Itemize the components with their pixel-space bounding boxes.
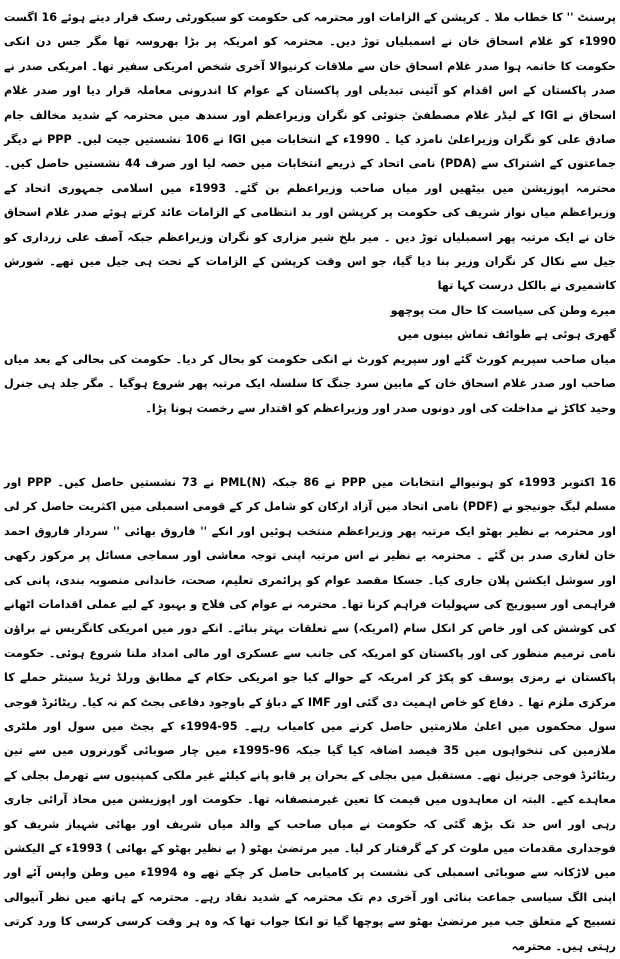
paragraph-spacer: [4, 421, 616, 471]
verse-line-1: میرے وطن کی سیاست کا حال مت پوچھو: [390, 303, 616, 317]
verse-line-2: گھری ہوئی ہے طوائف تماش بینوں میں: [397, 328, 616, 342]
document-page: [4, 6, 616, 959]
paragraph-3: 16 اکتوبر 1993ء کو ہونیوالے انتخابات میں PPP نے 86 جبکہ PML(N) نے 73 نشستیں حاصل کیں۔ PPP اور مسلم لیگ جونیجو نے (PDF) نامی اتحاد میں آزاد ارکان کو شامل کر کے قومی اسمبلی میں اکثریت حاصل کر لی اور محترمہ بے نظیر بھٹو ایک مرتبہ پھر وزیراعظم منتخب ہوئیں اور انکے '' فاروق بھائی '' سردار فاروق احمد خان لغاری صدر بن گئے ۔ محترمہ بے نظیر نے اس مرتبہ اپنی توجہ معاشی اور سماجی مسائل پر مرکوز رکھی اور سوشل ایکشن پلان جاری کیا۔ جسکا مقصد عوام کو پرائمری تعلیم، صحت، خاندانی منصوبہ بندی، پانی کی فراہمی اور سیوریج کی سہولیات فراہم کرنا تھا۔ محترمہ نے عوام کی فلاح و بہبود کے لیے عملی اقدامات اٹھانے کی کوشش کی اور خاص کر انکل سام (امریکہ) سے تعلقات بہتر بنائے۔ انکے دور میں امریکی کانگریس نے براؤن نامی ترمیم منظور کی اور پاکستان کو امریکہ کی جانب سے عسکری اور مالی امداد ملنا شروع ہوئی۔ حکومت پاکستان نے رمزی یوسف کو پکڑ کر امریکہ کے حوالے کیا جو امریکی حکام کے مطابق ورلڈ ٹریڈ سینٹر حملے کا مرکزی ملزم تھا ۔ دفاع کو خاص اہمیت دی گئی اور IMF کے دباؤ کے باوجود دفاعی بجٹ کم نہ کیا۔ ریٹائرڈ فوجی سول محکموں میں اعلیٰ ملازمتیں حاصل کرنے میں کامیاب رہے۔ 95-1994ء کے بجٹ میں سول اور ملٹری ملازمین کی تنخواہوں میں 35 فیصد اضافہ کیا گیا جبکہ 96-1995ء میں چار صوبائی گورنروں میں سے تین ریٹائرڈ فوجی جرنیل تھے۔ مستقبل میں بجلی کے بحران پر قابو پانے کیلئے غیر ملکی کمپنیوں سے تھرمل بجلی کے معاہدے کیے۔ البتہ ان معاہدوں میں قیمت کا تعین غیرمنصفانہ تھا۔ حکومت اور اپوزیشن میں محاذ آرائی جاری رہی اور اس حد تک بڑھ گئی کہ حکومت نے میاں صاحب کے والد میاں شریف اور بھائی شہباز شریف کو فوجداری مقدمات میں ملوث کر کے گرفتار کر لیا۔ میر مرتضیٰ بھٹو ( بے نظیر بھٹو کے بھائی ) 1993ء کے الیکشن میں لاڑکانہ سے صوبائی اسمبلی کی نشست پر کامیابی حاصل کر چکے تھے وہ 1994ء میں وطن واپس آئے اور اپنی الگ سیاسی جماعت بنائی اور آخری دم تک محترمہ کے شدید نقاد رہے۔ محترمہ کے ہاتھ میں نظر آنیوالی تسبیح کے متعلق جب میر مرتضیٰ بھٹو سے پوچھا گیا تو انکا جواب تھا کہ وہ ہر وقت کرسی کرسی کا ورد کرتی رہتی ہیں۔ محترمہ: [4, 475, 617, 953]
paragraph-1: پرسنٹ '' کا خطاب ملا ۔ کرپشن کے الزامات اور محترمہ کی حکومت کو سیکورٹی رسک قرار دیتے ہوئے 16 اگست 1990ء کو غلام اسحاق خان نے اسمبلیاں توڑ دیں۔ محترمہ کو امریکہ پر بڑا بھروسہ تھا مگر جس دن انکی حکومت کا خاتمہ ہوا صدر غلام اسحاق خان سے ملاقات کرنیوالا آخری شخص امریکی سفیر تھا۔ امریکی صدر نے صدر پاکستان کے اس اقدام کو آئینی تبدیلی اور پاکستان کے عوام کا اندرونی معاملہ قرار دیا اور صدر غلام اسحاق نے IGI کے لیڈر غلام مصطفیٰ جتوئی کو نگران وزیراعظم اور سندھ میں محترمہ کے شدید مخالف جام صادق علی کو نگران وزیراعلیٰ نامزد کیا ۔ 1990ء کے انتخابات میں IGI نے 106 نشستیں جیت لیں۔ PPP نے دیگر جماعتوں کے اشتراک سے (PDA) نامی اتحاد کے ذریعے انتخابات میں حصہ لیا اور صرف 44 نشستیں حاصل کیں۔ محترمہ اپوزیشن میں بیٹھیں اور میاں صاحب وزیراعظم بن گئے۔ 1993ء میں اسلامی جمہوری اتحاد کے وزیراعظم میاں نواز شریف کی حکومت پر کرپشن اور بد انتظامی کے الزامات عائد کرتے ہوئے صدر غلام اسحاق خان نے ایک مرتبہ پھر اسمبلیاں توڑ دیں ۔ میر بلخ شیر مزاری کو نگران وزیراعظم جبکہ آصف علی زرداری کو جیل سے نکال کر نگران وزیر بنا دیا گیا، جو اس وقت کرپشن کے الزامات کے تحت ہی جیل میں تھے۔ شورش کاشمیری نے بالکل درست کہا تھا: [4, 11, 617, 293]
paragraph-2: میاں صاحب سپریم کورٹ گئے اور سپریم کورٹ نے انکی حکومت کو بحال کر دیا۔ حکومت کی بحالی کے بعد میاں صاحب اور صدر غلام اسحاق خان کے مابین سرد جنگ کا سلسلہ ایک مرتبہ پھر شروع ہوگیا ۔ مگر جلد ہی جنرل وحید کاکڑ نے مداخلت کی اور دونوں صدر اور وزیراعظم کو اقتدار سے رخصت ہونا پڑا۔: [4, 352, 616, 415]
